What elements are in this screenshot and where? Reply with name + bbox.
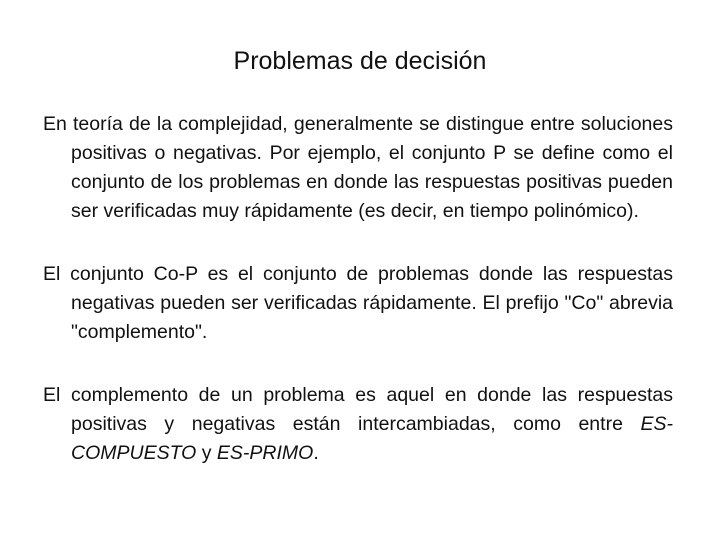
paragraph-complement-text: El complemento de un problema es aquel en donde las respuestas positivas y negativas están intercambiadas, como entre [43,384,673,435]
slide-title: Problemas de decisión [233,47,487,75]
paragraph-cop-definition: El conjunto Co-P es el conjunto de problemas donde las respuestas negativas pueden ser verificadas rápidamente. El prefijo "Co" abrevia "complemento". [43,263,673,343]
paragraph-complement-connector: y [196,442,217,464]
slide-body [43,110,673,502]
term-es-compuesto: ES-COMPUESTO [71,413,673,464]
paragraph-complement-end: . [313,442,319,464]
term-es-primo: ES-PRIMO [216,442,314,464]
paragraph-p-definition: En teoría de la complejidad, generalmente se distingue entre soluciones positivas o negativas. Por ejemplo, el conjunto P se define como el conjunto de los problemas en donde las respuestas positivas pueden ser verificadas muy rápidamente (es decir, en tiempo polinómico). [43,113,673,222]
paragraph-complement-definition [43,381,673,468]
